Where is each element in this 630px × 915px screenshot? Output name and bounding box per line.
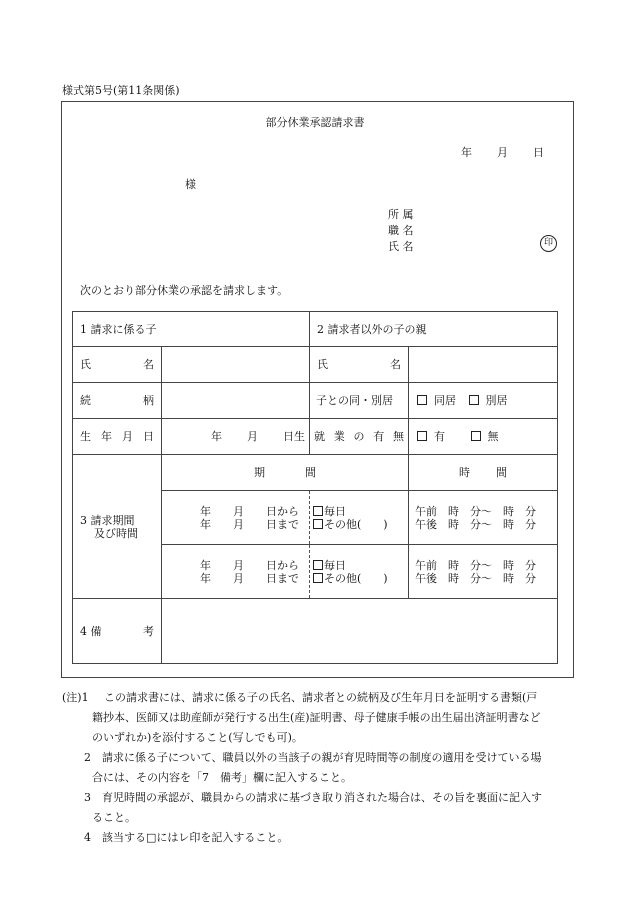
cohabit-label: 子との同・別居 [310,383,409,419]
note-line: 2 請求に係る子について、職員以外の当該子の親が育児時間等の制度の適用を受けている場 [84,751,542,764]
notes-lead: (注)1 [62,691,89,704]
relation-field[interactable] [162,383,310,419]
parent-name-label: 氏 名 [310,347,409,383]
seal-mark: 印 [540,235,557,252]
other-checkbox[interactable] [313,573,323,583]
date-day: 日 [533,146,544,159]
period-type-1: 毎日 その他( ) [310,491,409,545]
employment-options: 有 無 [409,419,558,455]
note-line: ること。 [92,811,136,824]
employment-label: 就 業 の 有 無 [310,419,409,455]
date-year: 年 [461,146,472,159]
time-header: 時 間 [409,455,558,491]
remarks-label: 4 備 考 [73,599,162,664]
section3-label: 3 請求期間 及び時間 [73,455,162,599]
table-row [73,455,558,491]
relation-label: 続 柄 [73,383,162,419]
note-line: この請求書には、請求に係る子の氏名、請求者との続柄及び生年月日を証明する書類(戸 [104,691,538,704]
applicant-name-label: 氏 名 [388,240,414,253]
other-checkbox[interactable] [313,519,323,529]
daily-checkbox[interactable] [313,560,323,570]
note-line: 3 育児時間の承認が、職員からの請求に基づき取り消された場合は、その旨を裏面に記入す [84,791,542,804]
table-row [73,347,558,383]
note-line: のいずれか)を添付すること(写しでも可)。 [92,731,303,744]
time-range-1[interactable]: 午前 時 分～ 時 分 午後 時 分～ 時 分 [409,491,558,545]
time-range-2[interactable]: 午前 時 分～ 時 分 午後 時 分～ 時 分 [409,545,558,599]
note-line: 籍抄本、医師又は助産師が発行する出生(産)証明書、母子健康手帳の出生届出済証明書など [92,711,541,724]
section1-header: 1 請求に係る子 [73,312,310,347]
form-number-label: 様式第5号(第11条関係) [62,84,180,97]
parent-name-field[interactable] [409,347,558,383]
cohabit-checkbox[interactable] [417,395,427,405]
birthdate-field[interactable]: 年 月 日生 [162,419,310,455]
employed-checkbox[interactable] [417,431,427,441]
table-row [73,599,558,664]
period-type-2: 毎日 その他( ) [310,545,409,599]
request-table [72,311,558,664]
daily-checkbox[interactable] [313,506,323,516]
section2-header: 2 請求者以外の子の親 [310,312,558,347]
table-row [73,383,558,419]
period-dates-2[interactable]: 年 月 日から 年 月 日まで [162,545,310,599]
affiliation-label: 所 属 [388,208,414,221]
child-name-label: 氏 名 [73,347,162,383]
child-name-field[interactable] [162,347,310,383]
addressee-suffix: 様 [185,178,196,191]
date-month: 月 [497,146,508,159]
note-line: 4 該当する□にはレ印を記入すること。 [84,831,289,844]
remarks-field[interactable] [162,599,558,664]
birthdate-label: 生 年 月 日 [73,419,162,455]
period-dates-1[interactable]: 年 月 日から 年 月 日まで [162,491,310,545]
form-title: 部分休業承認請求書 [265,116,365,129]
table-row [73,312,558,347]
position-label: 職 名 [388,224,414,237]
separate-checkbox[interactable] [469,395,479,405]
cohabit-options: 同居 別居 [409,383,558,419]
request-statement: 次のとおり部分休業の承認を請求します。 [80,284,289,297]
unemployed-checkbox[interactable] [471,431,481,441]
note-line: 合には、その内容を「7 備考」欄に記入すること。 [92,771,352,784]
table-row [73,419,558,455]
period-header: 期 間 [162,455,409,491]
